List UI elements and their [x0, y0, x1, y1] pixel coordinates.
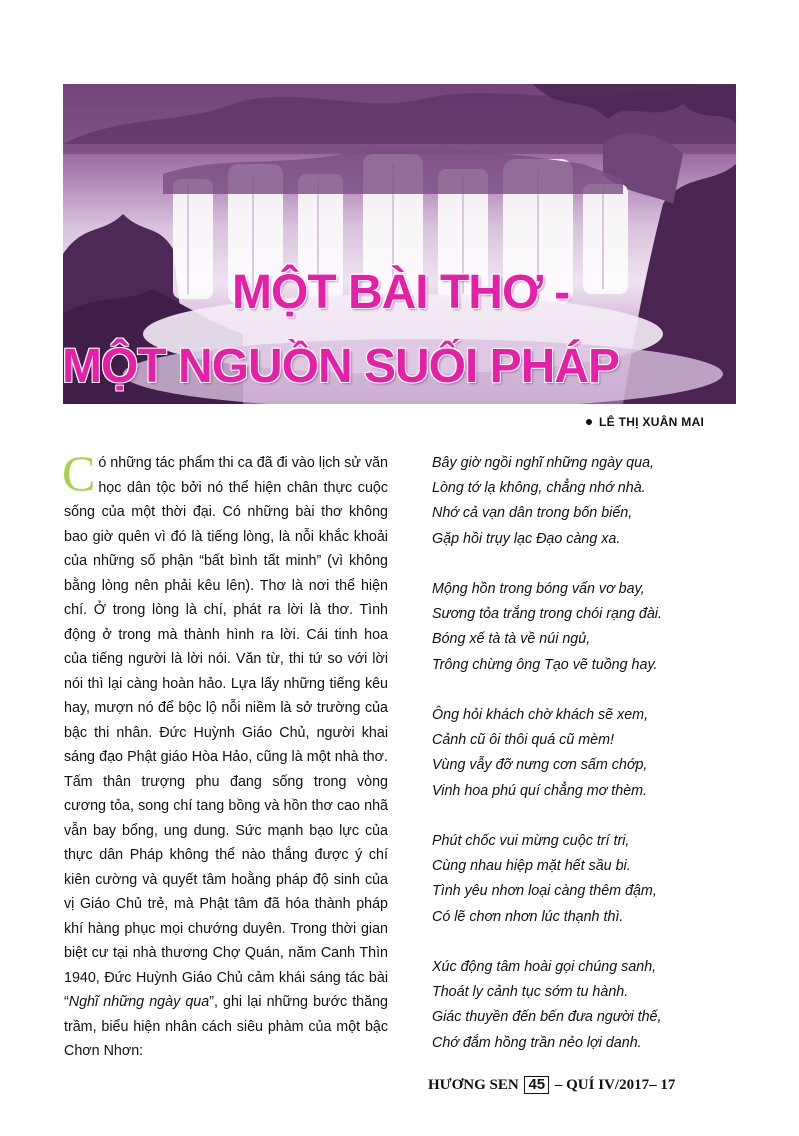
poem-line: Lòng tớ lạ không, chẳng nhớ nhà.	[432, 480, 646, 497]
magazine-name: HƯƠNG SEN	[428, 1077, 519, 1093]
poem-stanza	[432, 829, 752, 930]
drop-cap: C	[62, 445, 96, 501]
poem-line: Thoát ly cảnh tục sớm tu hành.	[432, 984, 629, 1001]
author-name: LÊ THỊ XUÂN MAI	[599, 415, 705, 429]
issue-number: 45	[524, 1076, 549, 1094]
poem-line: Phút chốc vui mừng cuộc trí tri,	[432, 833, 630, 849]
page-title-line1: MỘT BÀI THƠ -	[232, 266, 570, 319]
poem	[432, 451, 752, 1081]
poem-line: Sương tỏa trắng trong chói rạng đài.	[432, 606, 662, 623]
article-paragraph	[62, 445, 388, 1064]
poem-line: Giác thuyền đến bến đưa người thế,	[432, 1009, 662, 1026]
poem-stanza	[432, 955, 752, 1056]
page-number: 17	[660, 1077, 676, 1093]
article-text-part2: ”, ghi lại những bước thăng trầm, biểu hiện nhân cách siêu phàm của một bậc Chơn Nhơn:	[64, 994, 388, 1059]
poem-line: Cùng nhau hiệp mặt hết sầu bi.	[432, 858, 631, 875]
poem-line: Bây giờ ngồi nghĩ những ngày qua,	[432, 455, 654, 471]
author-byline	[586, 415, 704, 429]
poem-stanza	[432, 451, 752, 552]
page-title-line2: MỘT NGUỒN SUỐI PHÁP	[62, 340, 620, 393]
page-footer	[428, 1076, 675, 1094]
poem-line: Cảnh cũ ôi thôi quá cũ mèm!	[432, 732, 614, 749]
issue-quarter: – QUÍ IV/2017–	[554, 1077, 657, 1093]
poem-line: Bóng xế tà tà về núi ngủ,	[432, 631, 591, 648]
poem-line: Chớ đắm hồng trần nẻo lợi danh.	[432, 1034, 642, 1051]
poem-line: Gặp hồi trụy lạc Đạo càng xa.	[432, 530, 621, 547]
poem-line: Xúc động tâm hoài gọi chúng sanh,	[432, 959, 657, 975]
article-text-part1: ó những tác phẩm thi ca đã đi vào lịch sử văn học dân tộc bởi nó thể hiện chân thực cuộc sống của một thời đại. Có những bài thơ không bao giờ quên vì đó là tiếng lòng, là nỗi khắc khoải của những số phận “bất bình tất minh” (vì không bằng lòng nên phải kêu lên). Thơ là nơi thể hiện chí. Ở trong lòng là chí, phát ra lời là thơ. Tình động ở trong mà thành hình ra lời. Cái tinh hoa của tiếng người là lời nói. Văn từ, thi tứ so với lời nói thì lại càng hoàn hảo. Lựa lấy những tiếng kêu hay, mượn nó để bộc lộ nỗi niềm là sở trường của bậc thi nhân. Đức Huỳnh Giáo Chủ, người khai sáng đạo Phật giáo Hòa Hảo, cũng là một nhà thơ. Tấm thân trượng phu đang sống trong vòng cương tỏa, song chí tang bồng và hồn thơ cao nhã vẫn bay bổng, ung dung. Sức mạnh bạo lực của thực dân Pháp không thể nào thắng được ý chí kiên cường và quyết tâm hoằng pháp độ sinh của vị Giáo Chủ trẻ, mà Phật tâm đã hóa thành pháp khí hàng phục mọi chướng duyên. Trong thời gian biệt cư tại nhà thương Chợ Quán, năm Canh Thìn 1940, Đức Huỳnh Giáo Chủ cảm khái sáng tác bài “	[64, 455, 388, 1010]
poem-line: Tình yêu nhơn loại càng thêm đậm,	[432, 883, 657, 900]
poem-line: Trông chừng ông Tạo vẽ tuồng hay.	[432, 656, 658, 673]
poem-title-reference: Nghĩ những ngày qua	[68, 994, 210, 1010]
poem-line: Vinh hoa phú quí chẳng mơ thèm.	[432, 782, 648, 799]
poem-stanza	[432, 703, 752, 804]
poem-line: Vùng vẫy đỡ nưng cơn sấm chớp,	[432, 757, 648, 774]
poem-line: Có lẽ chơn nhơn lúc thạnh thì.	[432, 908, 624, 925]
poem-line: Nhớ cả vạn dân trong bốn biển,	[432, 505, 633, 522]
article-body	[62, 445, 388, 1064]
bullet-icon	[586, 419, 592, 425]
poem-line: Mộng hồn trong bóng vẩn vơ bay,	[432, 581, 645, 597]
poem-line: Ông hỏi khách chờ khách sẽ xem,	[432, 707, 649, 723]
poem-stanza	[432, 577, 752, 678]
